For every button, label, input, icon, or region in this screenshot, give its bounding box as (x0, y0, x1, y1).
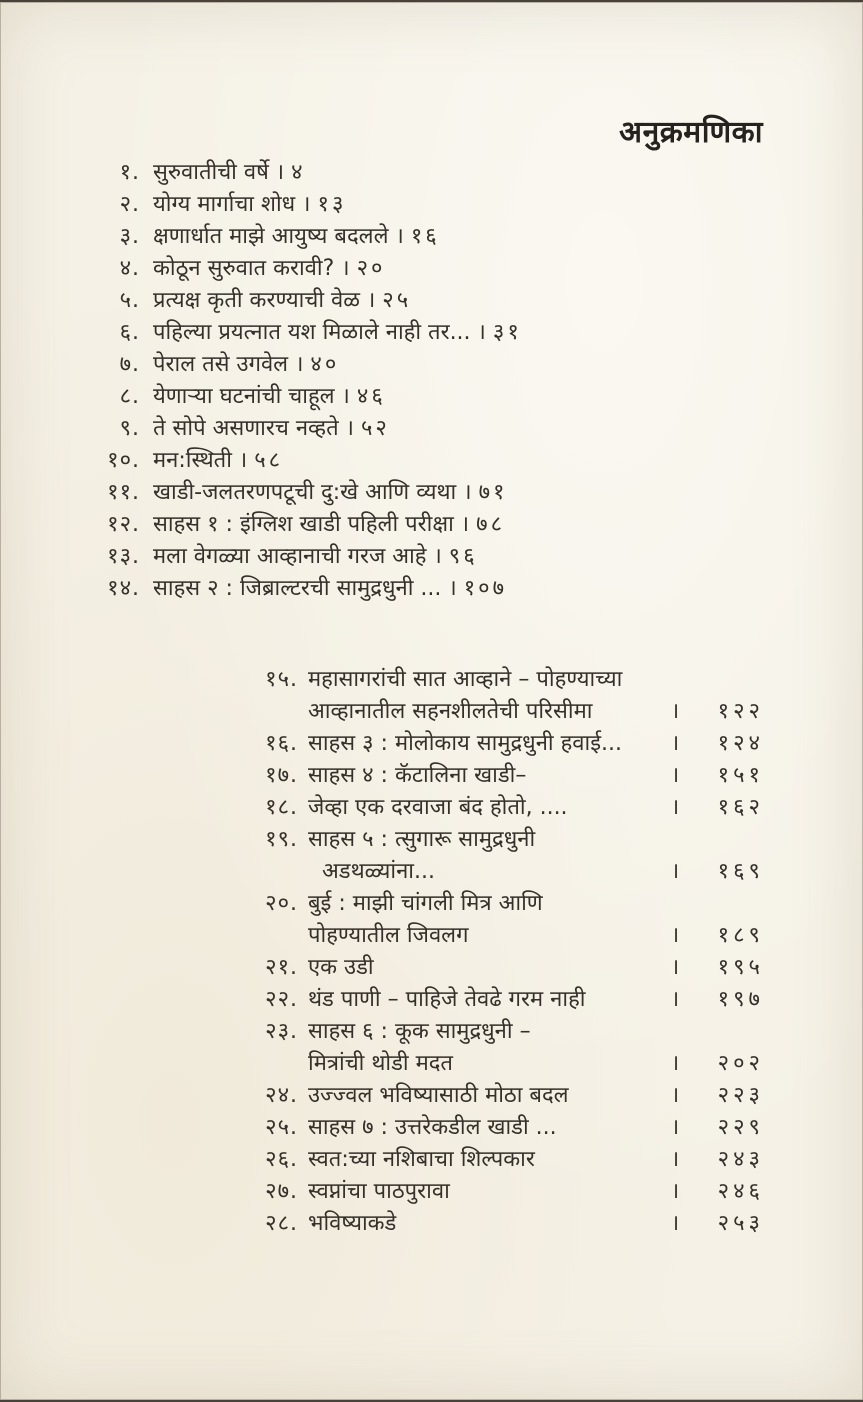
toc-item-title: खाडी-जलतरणपटूची दु:खे आणि व्यथा । ७१ (153, 480, 508, 505)
toc-list-primary (96, 157, 716, 605)
toc-item-number: ११. (107, 480, 140, 505)
toc-item (96, 221, 716, 253)
toc-item-number: २४. (265, 1083, 298, 1108)
toc-item-number: ६. (119, 320, 140, 345)
toc-item-title: पेराल तसे उगवेल । ४० (153, 352, 340, 377)
toc-item-title (298, 1144, 664, 1176)
toc-item-title-line: जेव्हा एक दरवाजा बंद होतो, .... (308, 795, 568, 820)
toc-item-number: १. (119, 160, 140, 185)
toc-item-page: १८९ (717, 923, 764, 948)
toc-separator: । (670, 955, 680, 980)
toc-item-number: ४. (119, 256, 140, 281)
toc-separator: । (670, 1083, 680, 1108)
toc-item-title: साहस २ : जिब्राल्टरची सामुद्रधुनी ... । १०७ (153, 576, 508, 601)
toc-item-title: कोठून सुरुवात करावी? । २० (153, 256, 386, 281)
toc-item-title-line: महासागरांची सात आव्हाने – पोहण्याच्या (308, 667, 623, 692)
toc-item-number: १९. (265, 827, 298, 852)
toc-item-title: प्रत्यक्ष कृती करण्याची वेळ । २५ (153, 288, 412, 313)
toc-item-page: २२९ (717, 1115, 764, 1140)
toc-item (252, 952, 764, 984)
toc-item-number: ५. (119, 288, 140, 313)
toc-item (96, 573, 716, 605)
toc-item-page: ४६ (356, 384, 386, 409)
toc-item (252, 1144, 764, 1176)
toc-item-title-line: पोहण्यातील जिवलग (308, 923, 469, 948)
toc-item-title: योग्य मार्गाचा शोध । १३ (153, 192, 347, 217)
toc-item (252, 664, 764, 728)
toc-item (252, 1112, 764, 1144)
toc-item-title: मन:स्थिती । ५८ (153, 448, 284, 473)
toc-item-page: १९७ (717, 987, 764, 1012)
toc-item-number: १२. (107, 512, 140, 537)
toc-item-title (298, 1208, 664, 1240)
toc-item-title-line: थंड पाणी – पाहिजे तेवढे गरम नाही (308, 987, 586, 1012)
toc-item-title-line: एक उडी (308, 955, 374, 980)
toc-item-title-line: भविष्याकडे (308, 1211, 397, 1236)
toc-item (96, 317, 716, 349)
toc-item-title (298, 728, 664, 760)
toc-item-number: १३. (107, 544, 140, 569)
toc-item-page: १०७ (463, 576, 508, 601)
toc-item (96, 285, 716, 317)
toc-item (252, 1208, 764, 1240)
toc-item-page: २५ (382, 288, 412, 313)
toc-item-page: २४३ (717, 1147, 764, 1172)
toc-item-title (298, 824, 664, 888)
toc-separator: । (670, 1147, 680, 1172)
toc-item-number: १६. (265, 731, 298, 756)
toc-item-title (298, 952, 664, 984)
toc-item (252, 1016, 764, 1080)
toc-item (96, 445, 716, 477)
toc-item-title-line: साहस ७ : उत्तरेकडील खाडी ... (308, 1115, 557, 1140)
toc-item-title-line: साहस ५ : त्सुगारू सामुद्रधुनी (308, 827, 536, 852)
toc-item-title: ते सोपे असणारच नव्हते । ५२ (153, 416, 390, 441)
page-title: अनुक्रमणिका (619, 115, 763, 150)
toc-item-page: २२३ (717, 1083, 764, 1108)
toc-item-number: १७. (265, 763, 298, 788)
toc-item-number: ८. (119, 384, 140, 409)
toc-item (96, 381, 716, 413)
toc-item-page: ४० (310, 352, 340, 377)
toc-item-title (298, 984, 664, 1016)
toc-item-title (298, 1016, 664, 1080)
toc-item-title-line: स्वप्नांचा पाठपुरावा (308, 1179, 450, 1204)
toc-item-page: १९५ (717, 955, 764, 980)
toc-item-number: १०. (107, 448, 140, 473)
toc-item-title (298, 1112, 664, 1144)
toc-item (252, 824, 764, 888)
toc-item-number: २२. (265, 987, 298, 1012)
toc-item-title (298, 888, 664, 952)
toc-separator: । (670, 1179, 680, 1204)
toc-item-number: ९. (119, 416, 140, 441)
toc-item-title (298, 792, 664, 824)
toc-item-page: १६२ (717, 795, 764, 820)
toc-item-number: २५. (265, 1115, 298, 1140)
toc-item-page: १३ (317, 192, 347, 217)
toc-item-title-line: मित्रांची थोडी मदत (308, 1051, 453, 1076)
toc-item-number: २६. (265, 1147, 298, 1172)
toc-separator: । (670, 795, 680, 820)
toc-item-number: २३. (265, 1019, 298, 1044)
toc-item-page: २५३ (717, 1211, 764, 1236)
toc-item-title: पहिल्या प्रयत्नात यश मिळाले नाही तर... । ३१ (153, 320, 522, 345)
toc-separator: । (670, 763, 680, 788)
toc-item (96, 477, 716, 509)
toc-item-number: १८. (265, 795, 298, 820)
toc-item (96, 541, 716, 573)
toc-item (96, 157, 716, 189)
toc-item-number: २०. (265, 891, 298, 916)
toc-item-title-line: साहस ४ : कॅटालिना खाडी– (308, 763, 527, 788)
toc-item-page: ९६ (448, 544, 478, 569)
toc-item (252, 888, 764, 952)
toc-item-page: ५२ (360, 416, 390, 441)
toc-item (252, 728, 764, 760)
toc-item-title (298, 760, 664, 792)
toc-item (252, 1080, 764, 1112)
toc-item-page: २४६ (717, 1179, 764, 1204)
toc-item-page: १५१ (717, 763, 764, 788)
toc-separator: । (670, 1115, 680, 1140)
toc-item-title: येणाऱ्या घटनांची चाहूल । ४६ (153, 384, 386, 409)
toc-item (252, 792, 764, 824)
toc-item (252, 984, 764, 1016)
toc-item-page: ५८ (254, 448, 284, 473)
toc-item-page: १६ (410, 224, 440, 249)
toc-item-title-line: साहस ६ : कूक सामुद्रधुनी – (308, 1019, 531, 1044)
toc-item-number: २. (119, 192, 140, 217)
toc-item-page: १६९ (717, 859, 764, 884)
toc-item-number: २१. (265, 955, 298, 980)
toc-item (96, 189, 716, 221)
toc-separator: । (670, 859, 680, 884)
toc-separator: । (670, 731, 680, 756)
toc-item (96, 253, 716, 285)
toc-item-title: क्षणार्धात माझे आयुष्य बदलले । १६ (153, 224, 440, 249)
toc-item-number: १४. (107, 576, 140, 601)
toc-item-title-line: साहस ३ : मोलोकाय सामुद्रधुनी हवाई... (308, 731, 623, 756)
toc-item (252, 1176, 764, 1208)
toc-item (96, 349, 716, 381)
toc-item-title: साहस १ : इंग्लिश खाडी पहिली परीक्षा । ७८ (153, 512, 506, 537)
toc-separator: । (670, 923, 680, 948)
toc-separator: । (670, 699, 680, 724)
toc-item-page: १२४ (717, 731, 764, 756)
toc-item-title (298, 664, 664, 728)
toc-item-page: ७८ (476, 512, 506, 537)
toc-item-number: ७. (119, 352, 140, 377)
toc-item-page: ४ (291, 160, 306, 185)
toc-item-page: १२२ (717, 699, 764, 724)
toc-item-title-line: अडथळ्यांना... (308, 859, 435, 884)
toc-item-number: २७. (265, 1179, 298, 1204)
toc-item (96, 509, 716, 541)
toc-separator: । (670, 1051, 680, 1076)
toc-item-page: २० (356, 256, 386, 281)
toc-item-title: मला वेगळ्या आव्हानाची गरज आहे । ९६ (153, 544, 478, 569)
toc-separator: । (670, 1211, 680, 1236)
toc-item-number: १५. (265, 667, 298, 692)
toc-item-page: २०२ (717, 1051, 764, 1076)
toc-item-title: सुरुवातीची वर्षे । ४ (153, 160, 306, 185)
toc-item-title-line: स्वत:च्या नशिबाचा शिल्पकार (308, 1147, 535, 1172)
toc-item-page: ७१ (478, 480, 508, 505)
toc-item (96, 413, 716, 445)
toc-item-title (298, 1080, 664, 1112)
toc-item-number: २८. (265, 1211, 298, 1236)
toc-separator: । (670, 987, 680, 1012)
toc-item-title-line: आव्हानातील सहनशीलतेची परिसीमा (308, 699, 593, 724)
toc-item-title-line: बुई : माझी चांगली मित्र आणि (308, 891, 543, 916)
toc-list-secondary (252, 664, 764, 1240)
toc-item-title-line: उज्ज्वल भविष्यासाठी मोठा बदल (308, 1083, 569, 1108)
toc-item-number: ३. (119, 224, 140, 249)
toc-item-page: ३१ (492, 320, 522, 345)
toc-item-title (298, 1176, 664, 1208)
toc-item (252, 760, 764, 792)
